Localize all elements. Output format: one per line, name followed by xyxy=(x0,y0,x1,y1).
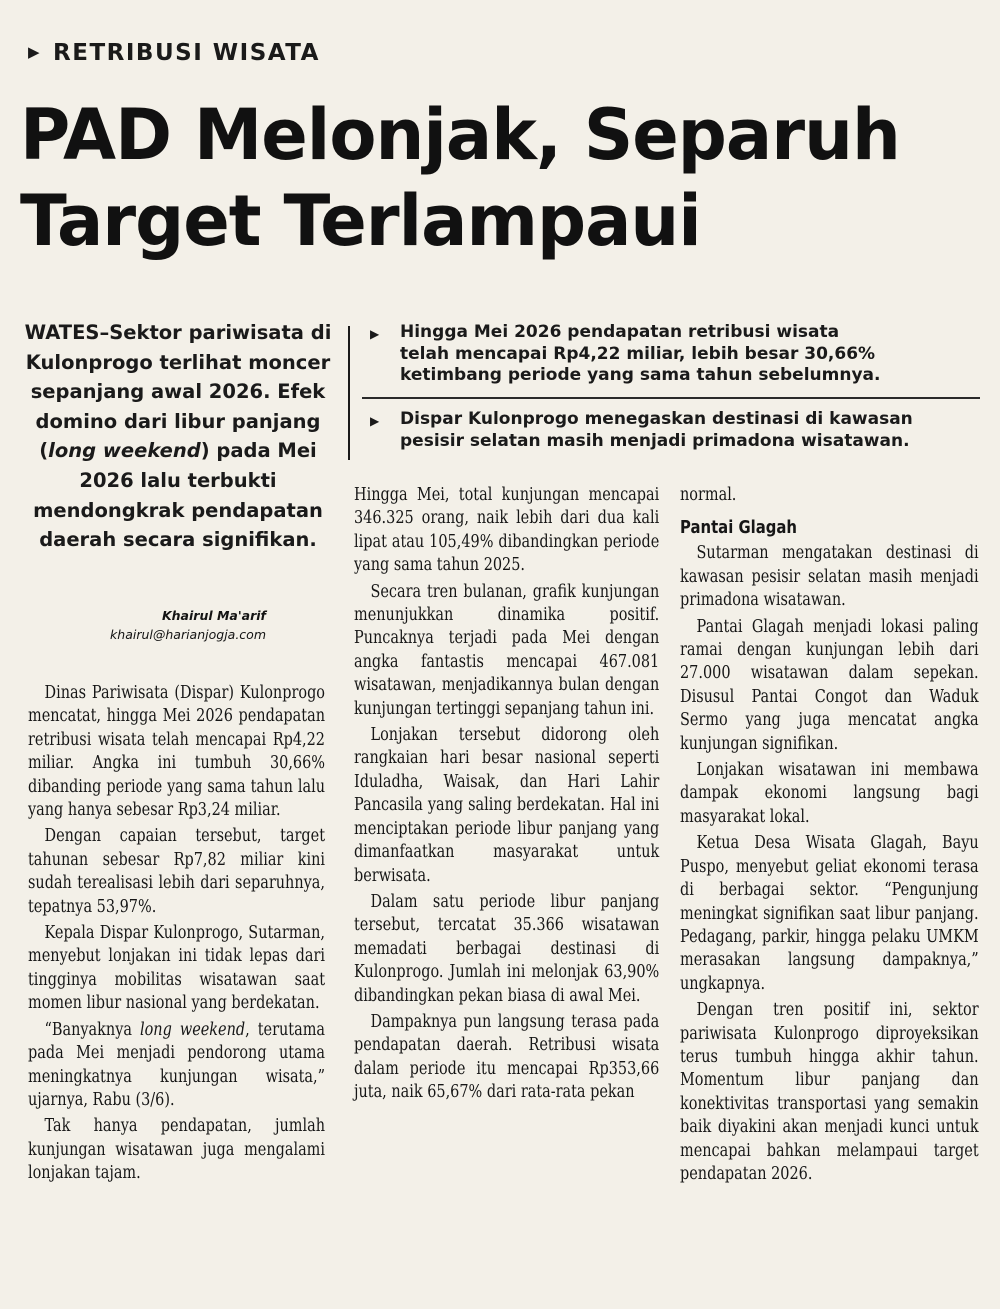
body-paragraph: Kepala Dispar Kulonprogo, Sutarman, menyebut lonjakan ini tidak lepas dari tingginya mobilitas wisatawan saat momen libur nasional yang berdekatan. xyxy=(28,923,325,1014)
section-kicker xyxy=(28,40,320,66)
highlight-text-1: Hingga Mei 2026 pendapatan retribusi wisata telah mencapai Rp4,22 miliar, lebih besar 30,66% ketimbang periode yang sama tahun sebelumnya. xyxy=(400,322,881,385)
headline-line-2: Target Terlampaui xyxy=(20,180,701,262)
byline xyxy=(70,606,266,644)
body-paragraph: Pantai Glagah menjadi lokasi paling ramai dengan kunjungan lebih dari 27.000 wisatawan dalam sepekan. Disusul Pantai Congot dan Waduk Sermo yang juga mencatat angka kunjungan signifikan. xyxy=(680,616,979,754)
body-paragraph: Dalam satu periode libur panjang tersebut, tercatat 35.366 wisatawan memadati berbagai destinasi di Kulonprogo. Jumlah ini melonjak 63,90% dibandingkan pekan biasa di awal Mei. xyxy=(354,891,660,1006)
body-paragraph: Dinas Pariwisata (Dispar) Kulonprogo mencatat, hingga Mei 2026 pendapatan retribusi wisata telah mencapai Rp4,22 miliar. Angka ini tumbuh 30,66% dibanding periode yang sama tahun lalu yang hanya sebesar Rp3,24 miliar. xyxy=(28,683,325,821)
highlight-divider xyxy=(362,397,980,399)
body-paragraph: Secara tren bulanan, grafik kunjungan menunjukkan dinamika positif. Puncaknya terjadi pada Mei dengan angka fantastis mencapai 467.081 wisatawan, menjadikannya bulan dengan kunjungan tertinggi sepanjang tahun ini. xyxy=(354,581,660,719)
quote-text-1: “Banyaknya xyxy=(44,1019,140,1040)
triangle-right-icon: ▶ xyxy=(370,327,380,341)
highlight-item-2 xyxy=(370,409,990,452)
byline-author: Khairul Ma'arif xyxy=(161,608,266,623)
body-paragraph: Dengan tren positif ini, sektor pariwisata Kulonprogo diproyeksikan terus tumbuh hingga akhir tahun. Momentum libur panjang dan konektivitas transportasi yang semakin baik diyakini akan menjadi kunci untuk mencapai bahkan melampaui target pendapatan 2026. xyxy=(680,1000,979,1184)
body-paragraph: Lonjakan wisatawan ini membawa dampak ekonomi langsung bagi masyarakat lokal. xyxy=(680,760,979,827)
body-paragraph: Lonjakan tersebut didorong oleh rangkaian hari besar nasional seperti Iduladha, Waisak, dan Hari Lahir Pancasila yang saling berdekatan. Hal ini menciptakan periode libur panjang yang dimanfaatkan masyarakat untuk berwisata. xyxy=(354,725,660,886)
kicker-text: RETRIBUSI WISATA xyxy=(53,40,320,66)
highlight-text-2: Dispar Kulonprogo menegaskan destinasi di kawasan pesisir selatan masih menjadi primadona wisatawan. xyxy=(400,409,913,451)
headline-line-1: PAD Melonjak, Separuh xyxy=(20,94,900,176)
quote-paragraph xyxy=(28,1019,325,1113)
lead-paragraph xyxy=(22,318,334,555)
body-paragraph: Dengan capaian tersebut, target tahunan sebesar Rp7,82 miliar kini sudah terealisasi lebih dari separuhnya, tepatnya 53,97%. xyxy=(28,826,325,917)
body-column-1 xyxy=(28,682,325,1186)
body-paragraph: normal. xyxy=(680,485,737,505)
headline xyxy=(20,92,961,264)
triangle-right-icon: ▶ xyxy=(28,43,42,61)
lead-text-1: WATES–Sektor pariwisata di Kulonprogo terlihat moncer sepanjang awal 2026. Efek domino dari libur panjang ( xyxy=(24,321,332,463)
highlight-bar xyxy=(348,326,350,460)
quote-text-italic: long weekend xyxy=(139,1019,246,1040)
subheading: Pantai Glagah xyxy=(680,517,797,539)
triangle-right-icon: ▶ xyxy=(370,414,380,428)
body-paragraph: Tak hanya pendapatan, jumlah kunjungan wisatawan juga mengalami lonjakan tajam. xyxy=(28,1116,325,1184)
body-paragraph: Hingga Mei, total kunjungan mencapai 346.325 orang, naik lebih dari dua kali lipat atau 105,49% dibandingkan periode yang sama tahun 2025. xyxy=(354,485,660,576)
quote-text-2: , terutama pada Mei menjadi pendorong utama meningkatnya kunjungan wisata,” ujarnya, Rabu (3/6). xyxy=(28,1019,325,1110)
body-column-3 xyxy=(680,484,979,1186)
body-paragraph: Dampaknya pun langsung terasa pada pendapatan daerah. Retribusi wisata dalam periode itu mencapai Rp353,66 juta, naik 65,67% dari rata-rata pekan xyxy=(354,1011,660,1103)
highlight-item-1 xyxy=(370,322,990,387)
body-column-2 xyxy=(354,484,659,1105)
lead-text-italic: long weekend xyxy=(48,439,201,463)
body-paragraph: Ketua Desa Wisata Glagah, Bayu Puspo, menyebut geliat ekonomi terasa di berbagai sektor. “Pengunjung meningkat signifikan saat libur panjang. Pedagang, parkir, hingga pelaku UMKM merasakan langsung dampaknya,” ungkapnya. xyxy=(680,833,979,994)
byline-email: khairul@harianjogja.com xyxy=(110,627,266,642)
body-paragraph: Sutarman mengatakan destinasi di kawasan pesisir selatan masih menjadi primadona wisatawan. xyxy=(680,543,979,611)
lead-text-2: ) pada Mei 2026 lalu terbukti mendongkrak pendapatan daerah secara signifikan. xyxy=(33,439,323,552)
